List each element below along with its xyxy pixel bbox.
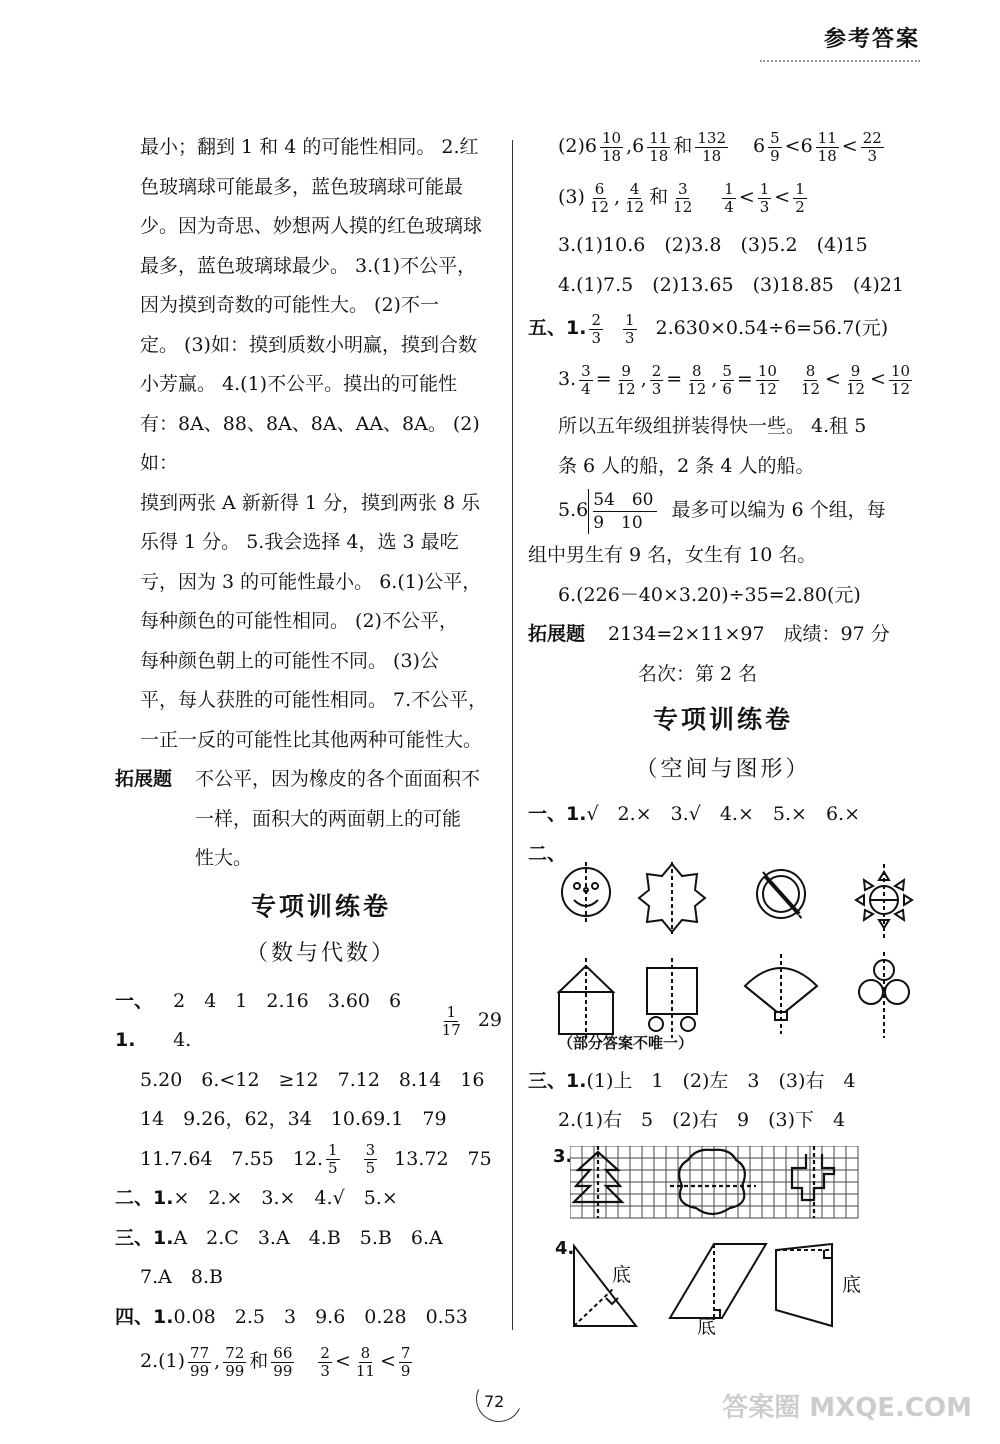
q1-line4: 11.7.64 7.55 12. $\frac{1}{5}$ $\frac{3}{5}$ 13.72 75 xyxy=(140,1140,492,1177)
base-label-trapezoid: 底 xyxy=(842,1274,862,1296)
section-subtitle-number-algebra: （数与代数） xyxy=(245,941,396,966)
q1-line3: 14 9.26，62，34 10.69.1 79 xyxy=(140,1108,447,1130)
extension-answer-left xyxy=(115,760,502,879)
s1-line: 一、1. √ 2.× 3.√ 4.× 5.× 6.× xyxy=(528,803,860,825)
answer-paragraph xyxy=(140,128,502,760)
s3-item3-label: 3. xyxy=(553,1146,573,1167)
base-label-triangle: 底 xyxy=(612,1264,632,1286)
q4-line: 四、1. 0.08 2.5 3 9.6 0.28 0.53 xyxy=(115,1305,468,1328)
text-line: 每种颜色朝上的可能性不同。 (3)公 xyxy=(140,649,439,672)
text-line: 亏，因为 3 的可能性最小。 6.(1)公平， xyxy=(140,570,482,593)
text-line: 一样，面积大的两面朝上的可能 xyxy=(195,807,462,830)
header-rule xyxy=(760,60,920,62)
q3-line2: 7.A 8.B xyxy=(140,1266,223,1288)
left-column xyxy=(115,128,502,1387)
text-line: 最小；翻到 1 和 4 的可能性相同。 2.红 xyxy=(140,136,479,158)
text-line: 一正一反的可能性比其他两种可能性大。 xyxy=(140,728,483,751)
r-line5: 五、1. $\frac{2}{3}$ $\frac{1}{3}$ 2.630×0.54÷6=56.7(元) xyxy=(528,310,889,347)
watermark: 答案圈 MXQE.COM xyxy=(722,1393,972,1423)
q3-line: 三、1. A 2.C 3.A 4.B 5.B 6.A xyxy=(115,1226,443,1249)
text-line: 色玻璃球可能最多，蓝色玻璃球可能最 xyxy=(140,175,464,198)
base-label-parallelogram: 底 xyxy=(697,1316,717,1338)
extension-label: 拓展题 xyxy=(115,768,173,790)
text-line: 最多，蓝色玻璃球最少。 3.(1)不公平， xyxy=(140,254,477,277)
text-line: 平，每人获胜的可能性相同。 7.不公平， xyxy=(140,689,488,711)
r-line6: 3. $\frac{3}{4}$ = $\frac{9}{12}$ , $\frac{2}{3}$ = $\frac{8}{12}$ , $\frac{5}{6}$ = $\frac{10}{12}$ $\frac{8}{12}$ < $\frac{9}{12}$ < $\frac{10}{12}$ xyxy=(558,361,911,398)
r-line3: 3.(1)10.6 (2)3.8 (3)5.2 (4)15 xyxy=(558,234,868,256)
r-line2: (3) $\frac{6}{12}$ , $\frac{4}{12}$ 和 $\frac{3}{12}$ $\frac{1}{4}$ < $\frac{1}{3}$ < $\frac{1}{2}$ xyxy=(558,179,805,216)
fraction: $\frac{3}{5}$ xyxy=(365,1140,376,1177)
right-column xyxy=(528,128,918,874)
text-line: 性大。 xyxy=(195,847,253,869)
r-line1: (2)6 $\frac{10}{18}$ ,6 $\frac{11}{18}$ 和 $\frac{132}{18}$ 6 $\frac{5}{9}$ < 6 $\frac{11}{18}$ < $\frac{22}{3}$ xyxy=(558,128,882,165)
text-line: 定。 (3)如：摸到质数小明赢，摸到合数 xyxy=(140,333,477,356)
r-line7 xyxy=(528,407,918,486)
r-line8b: 组中男生有 9 名，女生有 10 名。 xyxy=(528,544,817,566)
header-title: 参考答案 xyxy=(823,27,920,52)
text-line: 条 6 人的船，2 条 4 人的船。 xyxy=(558,454,815,477)
section-title-space-shape: 专项训练卷 xyxy=(652,705,793,734)
page-number: 72 xyxy=(484,1392,505,1411)
extension-text xyxy=(195,760,480,879)
text-line: 少。因为奇思、妙想两人摸的红色玻璃球 xyxy=(140,215,483,237)
text-line: 小芳赢。 4.(1)不公平。摸出的可能性 xyxy=(140,373,458,395)
ext-rank: 名次：第 2 名 xyxy=(638,662,758,685)
text-line: 因为摸到奇数的可能性大。 (2)不一 xyxy=(140,294,439,316)
r-line4: 4.(1)7.5 (2)13.65 (3)18.85 (4)21 xyxy=(558,273,904,296)
fraction: $\frac{1}{5}$ xyxy=(328,1140,338,1177)
grid-figure xyxy=(570,1146,870,1226)
r-line9: 6.(226－40×3.20)÷35=2.80(元) xyxy=(558,583,861,606)
s3-item4-label: 4. xyxy=(555,1238,575,1259)
text-line: 有：8A、88、8A、8A、AA、8A。 (2)如： xyxy=(140,412,480,474)
r-line8: 5.6 54 60 9 10 最多可以编为 6 个组，每 xyxy=(558,489,886,533)
q1-line1: 一、1. 2 4 1 2.16 3.60 6 4. $\frac{1}{17}$ 29 xyxy=(115,989,502,1051)
symmetry-figures xyxy=(555,862,925,1042)
text-line: 乐得 1 分。 5.我会选择 4，选 3 最吃 xyxy=(140,531,459,553)
text-line: 不公平，因为橡皮的各个面面积不 xyxy=(195,768,481,790)
s2-line: 二、 xyxy=(528,842,567,865)
text-line: 每种颜色的可能性相同。 (2)不公平， xyxy=(140,610,458,632)
q4-line2: 2.(1) $\frac{77}{99}$ , $\frac{72}{99}$ 和 $\frac{66}{99}$ $\frac{2}{3}$ < $\frac{8}{11}$ < $\frac{7}{9}$ xyxy=(140,1343,411,1380)
section-subtitle-space-shape: （空间与图形） xyxy=(635,756,811,782)
fraction: $\frac{1}{17}$ xyxy=(441,1002,461,1039)
q1-line2: 5.20 6.<12 ≥12 7.12 8.14 16 xyxy=(140,1068,485,1091)
partial-answer-note: （部分答案不唯一） xyxy=(558,1034,694,1052)
extension-answer-right: 拓展题 2134=2×11×97 成绩：97 分 xyxy=(528,623,890,645)
column-divider xyxy=(512,140,513,1330)
q2-line: 二、1. × 2.× 3.× 4.√ 5.× xyxy=(115,1187,398,1209)
s3-block: 三、1. (1)上 1 (2)左 3 (3)右 4 2.(1)右 5 (2)右 9 (3)下 4 xyxy=(528,1070,856,1131)
text-line: 摸到两张 A 新新得 1 分，摸到两张 8 乐 xyxy=(140,491,481,514)
text-line: 所以五年级组拼装得快一些。 4.租 5 xyxy=(558,415,867,437)
section-title-number-algebra: 专项训练卷 xyxy=(250,891,391,921)
